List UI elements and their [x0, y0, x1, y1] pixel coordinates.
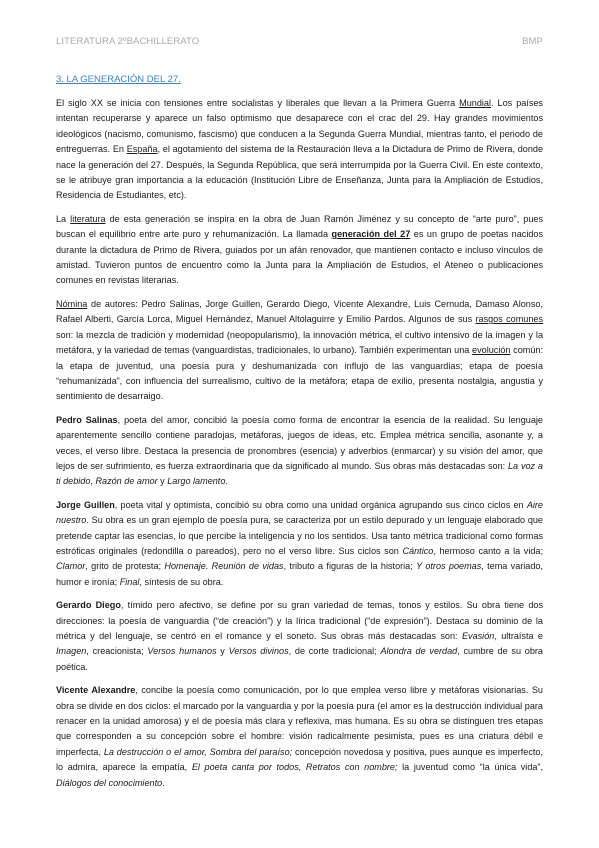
text-run: son: la mezcla de tradición y modernidad (neopopularismo), la innovación métrica, el cultivo intensivo de la imagen y la metáfora, y la variedad de temas (vanguardistas, tradicionales, lo urbano). También experimentan una [56, 329, 543, 356]
work-title: Cántico [402, 545, 434, 556]
author-name: Vicente Alexandre [56, 685, 136, 696]
text-run: de autores: Pedro Salinas, Jorge Guillen, Gerardo Diego, Vicente Alexandre, Luis Cernuda, Damaso Alonso, Rafael Alberti, García Lorca, Miguel Hernández, Manuel Altolaguirre y Emilio Pardos. Algunos de sus [56, 298, 543, 325]
underlined-term: Nómina [56, 298, 88, 309]
text-run: , poeta vital y optimista, concibió su obra como una unidad orgánica agrupando sus cinco ciclos en [114, 499, 527, 510]
text-run: y [216, 646, 229, 657]
paragraph-vicente-alexandre [56, 683, 543, 791]
work-title: Alondra de verdad [380, 646, 458, 657]
work-title: La voz a ti debido [56, 460, 543, 487]
work-title: Clamor [56, 561, 86, 572]
text-run: . [225, 476, 228, 487]
text-run: , tributo a figuras de la historia; [283, 561, 417, 572]
paragraph-historical-context [56, 96, 543, 204]
text-run: es un grupo de poetas nacidos durante la dictadura de Primo de Rivera, guiados por un afán renovador, que mantienen contacto e incluso vínculos de amistad. Tuvieron puntos de encuentro como la Junta para la Ampliación de Estudios, el Ateneo o publicaciones comunes en revistas literarias. [56, 229, 543, 286]
work-title: Evasión [461, 631, 495, 641]
text-run: común: la etapa de juventud, una poesía pura y deshumanizada con influjo de las vanguardias; etapa de poesía “rehumanizada”, con influencia del surrealismo, cultivo de la metáfora; etapa de exilio, presenta nostalgia, angustia y sentimiento de desarraigo. [56, 345, 544, 402]
text-run: , de corte tradicional; [288, 646, 381, 657]
text-run: , tema variado, humor e ironía; [56, 561, 544, 587]
text-run: La [56, 213, 71, 224]
paragraph-nomina [56, 297, 543, 405]
text-run: , cumbre de su obra poética. [56, 646, 543, 672]
work-title: Homenaje. Reunión de vidas [164, 561, 284, 572]
work-title: La destrucción o el amor, Sombra del paraíso; [103, 746, 293, 757]
work-title: Versos humanos [147, 646, 217, 657]
text-run: , grito de protesta; [85, 561, 165, 572]
work-title: Versos divinos [228, 646, 289, 657]
text-run: , poeta del amor, concibió la poesía como forma de encontrar la esencia de la realidad. Su lenguaje aparentemente sencillo contiene paradojas, metáforas, juegos de ideas, etc. Emplea métrica sencilla, asonante y, a veces, el verso libre. Destaca la presencia de pronombres (esencia) y adverbios (enmarcar) y su visión del amor, que lejos de ser sufrimiento, es fuerza extraordinaria que da significado al mundo. Sus obras más destacadas son: [56, 414, 543, 471]
text-run: de esta generación se inspira en la obra de Juan Ramón Jiménez y su concepto de “arte puro”, pues buscan el equilibrio entre arte puro y rehumanización. La llamada [56, 213, 543, 240]
header-course-label: LITERATURA 2ºBACHILLERATO [56, 36, 200, 47]
author-name: Jorge Guillen [56, 499, 115, 510]
text-run: El siglo XX se inicia con tensiones entre socialistas y liberales que llevan a la Primera Guerra [56, 98, 460, 108]
text-run: la juventud como “la única vida”, [397, 762, 543, 773]
work-title: El poeta canta por todos, Retratos con nombre; [191, 762, 398, 773]
work-title: Razón de amor [95, 476, 158, 487]
work-title: Largo lamento [167, 476, 226, 487]
underlined-term: evolución [472, 345, 511, 356]
text-run: y [157, 476, 168, 487]
text-run: , tímido pero afectivo, se define por su gran variedad de temas, tonos y estilos. Su obra tiene dos direcciones: la poesía de vanguardia (“de creación”) y la lírica tradicional (“de expresión”). Destaca su dominio de la métrica y del lenguaje, se centró en el romance y el soneto. Sus obras más destacadas son: [56, 600, 543, 641]
text-run: , concibe la poesía como comunicación, por lo que emplea verso libre y metáforas visionarias. Su obra se divide en dos ciclos: el marcado por la vanguardia y por la poesía pura (el amor es la destrucción individual para renacer en la unidad amorosa) y el de poesía más clara y reflexiva, mas humana. Es su obra se distinguen tres etapas que corresponden a su concepción sobre el hombre: visión radicalmente pesimista, pues es una criatura débil e imperfecta, [56, 685, 543, 757]
author-name: Pedro Salinas [56, 414, 118, 425]
text-run: , creacionista; [86, 646, 148, 657]
text-run: . Los países intentan recuperarse y aparece un falso optimismo que desaparece con el crac del 29. Hay grandes movimientos ideológicos (nacismo, comunismo, fascismo) que conducen a la Segunda Guerra Mundial, mientras tanto, el periodo de entreguerras. En [56, 98, 543, 155]
text-run: , [90, 476, 96, 487]
section-title: 3. LA GENERACIÓN DEL 27. [56, 74, 181, 85]
text-run: concepción novedosa y positiva, pues aunque es imperfecto, lo admira, aparece la empatía, [56, 746, 543, 773]
text-run: , hermoso canto a la vida; [433, 545, 543, 556]
work-title: Y otros poemas [416, 561, 482, 572]
text-run: . [162, 777, 165, 788]
text-run: . Su obra es un gran ejemplo de poesía pura, se caracteriza por un estilo depurado y un lenguaje elaborado que pretende captar las esencias, lo que percibe la inteligencia y no los sentidos. Usa tanto métrica tradicional como formas estróficas originales (redondilla o pareados), pero no el verso libre. Sus ciclos son [56, 515, 543, 556]
work-title: Aire nuestro [56, 499, 543, 526]
work-title: Diálogos del conocimiento [56, 777, 163, 788]
paragraph-gerardo-diego [56, 598, 543, 675]
document-body [56, 96, 543, 799]
header-author-initials: BMP [522, 36, 543, 47]
underlined-bold-term: generación del 27 [331, 229, 411, 240]
underlined-term: España [126, 144, 158, 155]
author-name: Gerardo Diego [56, 600, 121, 611]
text-run: , el agotamiento del sistema de la Restauración lleva a la Dictadura de Primo de Rivera, donde nace la generación del 27. Después, la Segunda República, que será interrumpida por la Guerra Civil. En este contexto, se le atribuye gran importancia a la educación (Institución Libre de Enseñanza, Junta para la Ampliación de Estudios, Residencia de Estudiantes, etc). [56, 144, 543, 201]
text-run: , síntesis de su obra. [139, 576, 224, 587]
paragraph-jorge-guillen [56, 498, 543, 590]
paragraph-literature [56, 212, 543, 289]
underlined-term: literatura [70, 213, 106, 224]
paragraph-pedro-salinas [56, 413, 543, 490]
page-header [56, 36, 543, 50]
work-title: Imagen [56, 646, 87, 657]
text-run: , ultraísta e [494, 631, 543, 641]
work-title: Final [119, 576, 140, 587]
underlined-term: rasgos comunes [475, 314, 543, 325]
underlined-term: Mundial [459, 98, 491, 108]
